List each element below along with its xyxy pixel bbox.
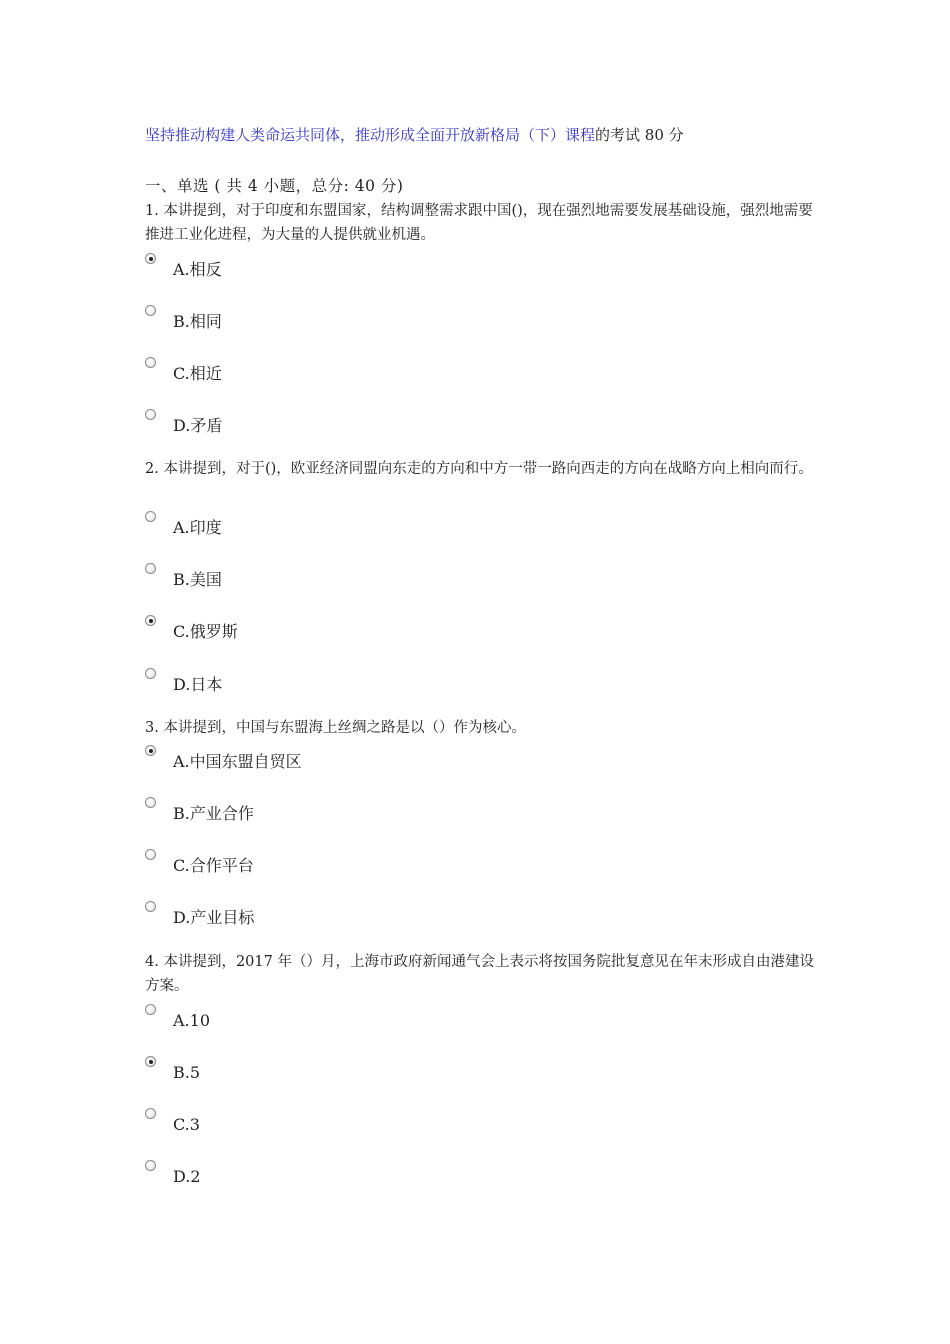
radio-button[interactable] [145,615,156,626]
question-3-option-c[interactable] [145,849,254,873]
option-label: C.3 [173,1115,200,1134]
radio-button[interactable] [145,305,156,316]
question-2-option-d[interactable] [145,668,222,692]
radio-button[interactable] [145,797,156,808]
question-1-option-d[interactable] [145,409,222,433]
radio-button[interactable] [145,745,156,756]
question-2-option-b[interactable] [145,563,222,587]
question-4-option-b[interactable] [145,1056,200,1080]
question-2-text: 2. 本讲提到，对于()，欧亚经济同盟向东走的方向和中方一带一路向西走的方向在战略方向上相向而行。 [145,461,813,477]
section-header: 一、单选 ( 共 4 小题，总分: 40 分) [145,177,404,195]
option-label: C.相近 [173,364,222,383]
radio-button[interactable] [145,668,156,679]
radio-button[interactable] [145,409,156,420]
question-1-option-a[interactable] [145,253,222,277]
question-1-option-b[interactable] [145,305,222,329]
option-label: B.产业合作 [173,804,254,823]
radio-button[interactable] [145,1056,156,1067]
radio-button[interactable] [145,1160,156,1171]
radio-button[interactable] [145,253,156,264]
question-3-option-a[interactable] [145,745,302,769]
question-3-text: 3. 本讲提到，中国与东盟海上丝绸之路是以（）作为核心。 [145,720,526,736]
radio-button[interactable] [145,357,156,368]
question-4-option-d[interactable] [145,1160,201,1184]
option-label: D.2 [173,1167,201,1186]
exam-score: 的考试 80 分 [595,126,684,144]
option-label: D.产业目标 [173,908,255,927]
radio-button[interactable] [145,563,156,574]
option-label: A.印度 [173,518,222,537]
question-3-option-d[interactable] [145,901,254,925]
course-link[interactable]: 坚持推动构建人类命运共同体，推动形成全面开放新格局（下）课程 [145,126,596,144]
option-label: D.日本 [173,675,223,694]
option-label: A.相反 [173,260,222,279]
radio-button[interactable] [145,1004,156,1015]
option-label: C.俄罗斯 [173,622,238,641]
question-4-option-c[interactable] [145,1108,200,1132]
option-label: C.合作平台 [173,856,254,875]
option-label: D.矛盾 [173,416,223,435]
question-3-option-b[interactable] [145,797,254,821]
radio-button[interactable] [145,1108,156,1119]
exam-title [145,124,684,146]
question-1-option-c[interactable] [145,357,222,381]
radio-button[interactable] [145,849,156,860]
option-label: B.5 [173,1063,201,1082]
question-1-text: 1. 本讲提到，对于印度和东盟国家，结构调整需求跟中国()，现在强烈地需要发展基础设施，强烈地需要推进工业化进程，为大量的人提供就业机遇。 [145,203,813,243]
option-label: B.相同 [173,312,222,331]
radio-button[interactable] [145,901,156,912]
option-label: A.中国东盟自贸区 [173,752,302,771]
question-2-option-c[interactable] [145,615,238,639]
question-2-option-a[interactable] [145,511,222,535]
question-4-option-a[interactable] [145,1004,210,1028]
option-label: B.美国 [173,570,222,589]
question-4-text: 4. 本讲提到，2017 年（）月，上海市政府新闻通气会上表示将按国务院批复意见在年末形成自由港建设方案。 [145,954,814,994]
option-label: A.10 [173,1011,210,1030]
radio-button[interactable] [145,511,156,522]
